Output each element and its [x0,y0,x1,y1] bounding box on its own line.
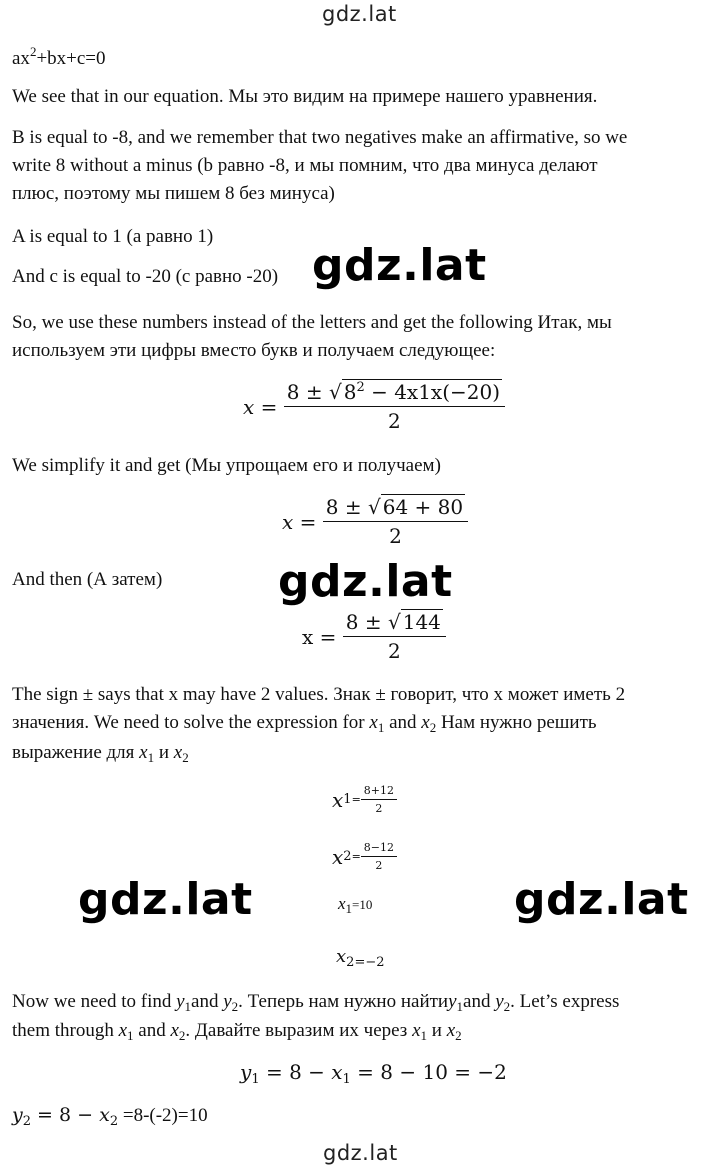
eq2-lhs: x = [282,509,317,534]
eq1-numerator-a: 8 ± [286,380,329,404]
x2-fraction: $\frac{8-12}{2}$ [361,841,397,872]
eq2-numerator-a: 8 ± [325,495,368,519]
x1-fraction: $\frac{8+12}{2}$ [361,784,397,815]
paragraph-find-y-line1: Now we need to find $y_1and$ $y_2$. Теперь нам нужно найтиy$_1$and $y_2$. Let’s express [12,991,620,1014]
watermark-large-2: gdz.lat [278,556,453,607]
eq1-denominator: 2 [388,409,401,433]
general-form [12,38,106,73]
x2-expression: x 2 = $\frac{8-12}{2}$ [332,841,397,872]
y2-equation: $y_2 = 8 - x_2 =8-(-2)=10$ [12,1104,208,1129]
eq2-sqrt: 64 + 80 [382,495,464,519]
watermark-large-3: gdz.lat [78,874,253,925]
x2-value: $x_{2=-2}$ [336,946,385,970]
paragraph-sign-line3: выражение для $x_1$ и $x_2$ [12,742,189,765]
paragraph-equation-note: We see that in our equation. Мы это видим на примере нашего уравнения. [12,86,598,107]
watermark-large-4: gdz.lat [514,874,689,925]
general-form-lhs: ax [12,48,30,69]
general-form-rest: +bx+c=0 [36,48,106,69]
paragraph-c: And c is equal to -20 (c равно -20) [12,266,279,287]
paragraph-then: And then (А затем) [12,569,163,590]
paragraph-b-line3: плюс, поэтому мы пишем 8 без минуса) [12,183,335,204]
paragraph-a: A is equal to 1 (a равно 1) [12,226,214,247]
eq3-denominator: 2 [387,639,401,663]
equation-simplified [282,495,468,548]
x1-expression: x 1 = $\frac{8+12}{2}$ [332,784,397,815]
paragraph-sign-line2: значения. We need to solve the expression for $x_1$ and $x_2$ Нам нужно решить [12,712,597,735]
eq1-fraction: $\frac{8 \pm √ 8^2 - 4x1x(-20)}{2}$ [284,380,505,433]
eq3-sqrt: 144 [402,610,441,634]
paragraph-simplify: We simplify it and get (Мы упрощаем его и получаем) [12,455,441,476]
paragraph-substitute-line1: So, we use these numbers instead of the letters and get the following Итак, мы [12,312,612,333]
eq2-fraction: $\frac{8 \pm √ 64 + 80}{2}$ [323,495,468,548]
paragraph-b-line2: write 8 without a minus (b равно -8, и мы помним, что два минуса делают [12,155,598,176]
watermark-large-1: gdz.lat [312,240,487,291]
eq1-lhs: x = [243,394,278,419]
paragraph-substitute-line2: используем эти цифры вместо букв и получаем следующее: [12,340,496,361]
paragraph-find-y-line2: them through $x_1$ and $x_2$. Давайте выразим их через $x_1$ и $x_2$ [12,1020,462,1043]
eq3-numerator-a: 8 ± [345,610,388,634]
eq3-lhs: x = [302,624,337,649]
eq1-sqrt-exp: 2 [356,380,365,395]
eq3-fraction: $\frac{8 \pm √ 144}{2}$ [343,610,446,663]
watermark-top: gdz.lat [322,2,397,26]
equation-quadratic-substituted [243,380,505,433]
eq1-sqrt-base: 8 [343,380,357,404]
eq2-denominator: 2 [389,524,402,548]
y1-equation: $y_1 = 8 - x_1 = 8 - 10 = -2$ [240,1060,507,1087]
x1-value: $x_1=10$ [338,894,373,916]
paragraph-b-line1: B is equal to -8, and we remember that two negatives make an affirmative, so we [12,127,628,148]
general-form-exp: 2 [29,44,37,59]
paragraph-sign-line1: The sign ± says that x may have 2 values. Знак ± говорит, что x может иметь 2 [12,684,626,705]
watermark-bottom: gdz.lat [323,1141,398,1165]
equation-root [302,610,446,663]
eq1-sqrt-rest: − 4x1x(−20) [364,380,501,404]
